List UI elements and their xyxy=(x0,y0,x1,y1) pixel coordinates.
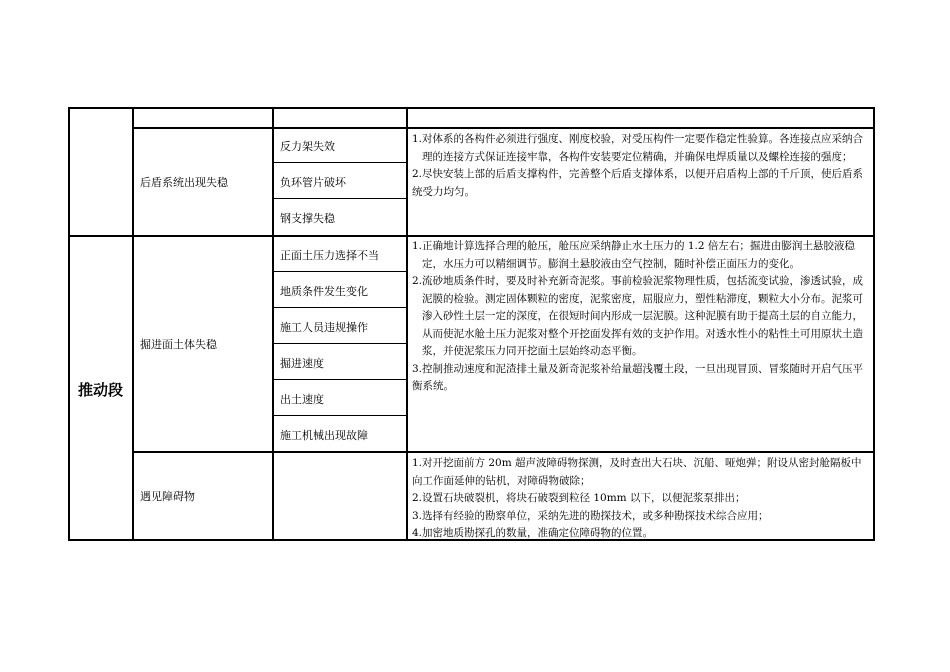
factor-label: 施工机械出现故障 xyxy=(280,429,368,442)
factor-label: 地质条件发生变化 xyxy=(280,285,368,298)
subject-label: 遇见障碍物 xyxy=(140,490,195,503)
factor-divider xyxy=(272,162,407,163)
row-divider xyxy=(132,451,875,453)
row-divider xyxy=(132,127,875,129)
subject-label: 后盾系统出现失稳 xyxy=(140,176,228,189)
measure-item: 1.对体系的各构件必须进行强度、刚度校验，对受压构件一定要作稳定性验算。各连接点应采纳合理的连接方式保证连接牢靠，各构件安装要定位精确，并确保电焊质量以及螺栓连接的强度； xyxy=(412,133,864,163)
factor-divider xyxy=(272,307,407,308)
measure-item: 1.对开挖面前方 20m 超声波障碍物探测，及时查出大石块、沉船、哑炮弹；附设从密封舱隔板中向工作面延伸的钻机，对障碍物破除； xyxy=(412,457,862,487)
col-divider xyxy=(272,107,274,541)
factor-divider xyxy=(272,343,407,344)
factor-label: 正面土压力选择不当 xyxy=(280,249,379,262)
measure-item: 3.选择有经验的勘察单位，采纳先进的勘探技术，或多种勘探技术综合应用； xyxy=(412,509,769,522)
measures-cell xyxy=(412,238,870,396)
factor-label: 负环管片破坏 xyxy=(280,176,346,189)
factor-label: 施工人员违规操作 xyxy=(280,321,368,334)
col-divider xyxy=(132,107,134,541)
measures-cell xyxy=(412,131,870,201)
factor-divider xyxy=(272,198,407,199)
measure-item: 3.控制推动速度和泥渣排土量及新奇泥浆补给量超浅覆土段，一旦出现冒顶、冒浆随时开启气压平衡系统。 xyxy=(412,362,864,392)
factor-label: 钢支撑失稳 xyxy=(280,212,335,225)
measures-cell xyxy=(412,455,870,543)
factor-divider xyxy=(272,271,407,272)
col-divider xyxy=(406,107,408,541)
factor-label: 反力架失效 xyxy=(280,140,335,153)
factor-divider xyxy=(272,379,407,380)
factor-label: 出土速度 xyxy=(280,393,324,406)
row-divider xyxy=(68,235,875,237)
factor-label: 掘进速度 xyxy=(280,357,324,370)
subject-label: 掘进面土体失稳 xyxy=(140,338,217,351)
factor-divider xyxy=(272,415,407,416)
measure-item: 4.加密地质勘探孔的数量，准确定位障碍物的位置。 xyxy=(412,527,654,539)
measure-item: 2.设置石块破裂机，将块石破裂到粒径 10mm 以下，以便泥浆泵排出； xyxy=(412,492,746,504)
stage-label: 推动段 xyxy=(78,381,124,399)
measure-item: 2.流砂地质条件时，要及时补充新奇泥浆。事前检验泥浆物理性质，包括流变试验，渗透试验，成泥膜的检验。测定固体颗粒的密度，泥浆密度，屈服应力，塑性粘滞度，颗粒大小分布。泥浆可渗入砂性土层一定的深度，在很短时间内形成一层泥膜。这种泥膜有助于提高土层的自立能力，从而使泥水舱土压力泥浆对整个开挖面发挥有效的支护作用。对透水性小的粘性土可用原状土造浆，并使泥浆压力同开挖面土层始终动态平衡。 xyxy=(412,275,864,357)
measure-item: 2.尽快安装上部的后盾支撑构件，完善整个后盾支撑体系，以便开启盾构上部的千斤顶，使后盾系统受力均匀。 xyxy=(412,168,864,198)
measure-item: 1.正确地计算选择合理的舱压，舱压应采纳静止水土压力的 1.2 倍左右；掘进由膨润土悬胶液稳定，水压力可以精细调节。膨润土悬胶液由空气控制，随时补偿正面压力的变化。 xyxy=(412,240,855,270)
